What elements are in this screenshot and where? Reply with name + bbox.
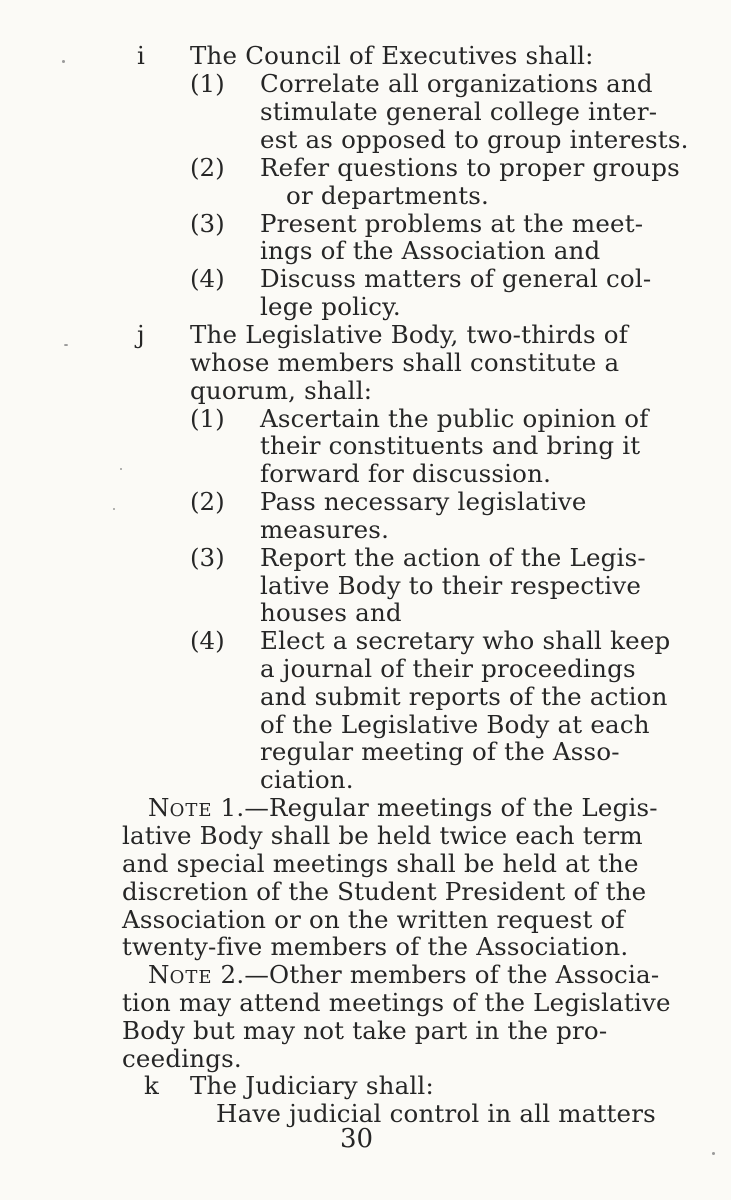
section-i-item-3-num: (3) — [190, 209, 225, 238]
section-j-item-4-line-5: regular meeting of the Asso- — [260, 737, 620, 766]
note-2-label-rest: OTE — [169, 967, 213, 988]
paper-speck — [64, 344, 68, 346]
note-2-line-4: ceedings. — [122, 1044, 242, 1073]
note-1-line-5: Association or on the written request of — [122, 905, 625, 934]
section-k-heading: The Judiciary shall: — [190, 1071, 434, 1100]
paper-speck — [113, 508, 115, 510]
section-i-item-1-num: (1) — [190, 69, 225, 98]
note-2-line-2: tion may attend meetings of the Legislative — [122, 988, 671, 1017]
section-j-item-1-line-1: Ascertain the public opinion of — [260, 404, 649, 433]
section-j-item-1-line-3: forward for discussion. — [260, 459, 552, 488]
section-i-item-4-num: (4) — [190, 264, 225, 293]
note-2-number: 2. — [220, 960, 245, 989]
section-i-item-4-line-2: lege policy. — [260, 292, 401, 321]
note-1-label-rest: OTE — [169, 800, 213, 821]
note-2-first-line — [148, 961, 659, 991]
section-j-item-1-num: (1) — [190, 404, 225, 433]
section-k-line-1: Have judicial control in all matters — [216, 1099, 656, 1128]
section-j-marker: j — [137, 320, 145, 349]
paper-speck — [62, 60, 65, 63]
section-k-marker: k — [144, 1071, 159, 1100]
section-j-item-4-line-3: and submit reports of the action — [260, 682, 668, 711]
note-1-line-1: —Regular meetings of the Legis- — [244, 793, 658, 822]
note-1-line-2: lative Body shall be held twice each term — [122, 821, 643, 850]
section-j-item-3-line-3: houses and — [260, 598, 402, 627]
section-j-heading-line-3: quorum, shall: — [190, 376, 373, 405]
note-1-line-4: discretion of the Student President of the — [122, 877, 647, 906]
section-i-item-4-line-1: Discuss matters of general col- — [260, 264, 652, 293]
section-j-heading-line-2: whose members shall constitute a — [190, 348, 620, 377]
note-2-label-first: N — [148, 960, 170, 989]
section-j-item-2-line-2: measures. — [260, 515, 390, 544]
section-j-item-2-line-1: Pass necessary legislative — [260, 487, 587, 516]
section-i-item-3-line-1: Present problems at the meet- — [260, 209, 644, 238]
section-j-item-4-num: (4) — [190, 626, 225, 655]
page-number: 30 — [340, 1124, 374, 1154]
section-j-item-4-line-6: ciation. — [260, 765, 354, 794]
note-2-line-3: Body but may not take part in the pro- — [122, 1016, 608, 1045]
section-i-heading: The Council of Executives shall: — [190, 41, 594, 70]
section-j-item-4-line-4: of the Legislative Body at each — [260, 710, 650, 739]
section-j-item-4-line-1: Elect a secretary who shall keep — [260, 626, 671, 655]
paper-speck — [712, 1152, 715, 1155]
section-i-item-2-num: (2) — [190, 153, 225, 182]
note-1-line-6: twenty-five members of the Association. — [122, 932, 629, 961]
section-j-item-3-line-1: Report the action of the Legis- — [260, 543, 646, 572]
section-j-item-4-line-2: a journal of their proceedings — [260, 654, 636, 683]
section-j-item-3-line-2: lative Body to their respective — [260, 571, 642, 600]
section-j-heading-line-1: The Legislative Body, two-thirds of — [190, 320, 628, 349]
section-i-item-2-line-1: Refer questions to proper groups — [260, 153, 680, 182]
paper-speck — [120, 468, 122, 470]
section-j-item-2-num: (2) — [190, 487, 225, 516]
section-j-item-3-num: (3) — [190, 543, 225, 572]
section-i-item-2-line-2: or departments. — [286, 181, 489, 210]
note-1-first-line — [148, 794, 658, 824]
note-1-label-first: N — [148, 793, 170, 822]
note-1-number: 1. — [220, 793, 245, 822]
section-i-item-1-line-3: est as opposed to group interests. — [260, 125, 689, 154]
section-i-marker: i — [137, 41, 145, 70]
note-2-line-1: —Other members of the Associa- — [244, 960, 660, 989]
section-i-item-1-line-1: Correlate all organizations and — [260, 69, 653, 98]
note-1-line-3: and special meetings shall be held at the — [122, 849, 639, 878]
section-i-item-3-line-2: ings of the Association and — [260, 236, 601, 265]
section-j-item-1-line-2: their constituents and bring it — [260, 431, 641, 460]
section-i-item-1-line-2: stimulate general college inter- — [260, 97, 658, 126]
